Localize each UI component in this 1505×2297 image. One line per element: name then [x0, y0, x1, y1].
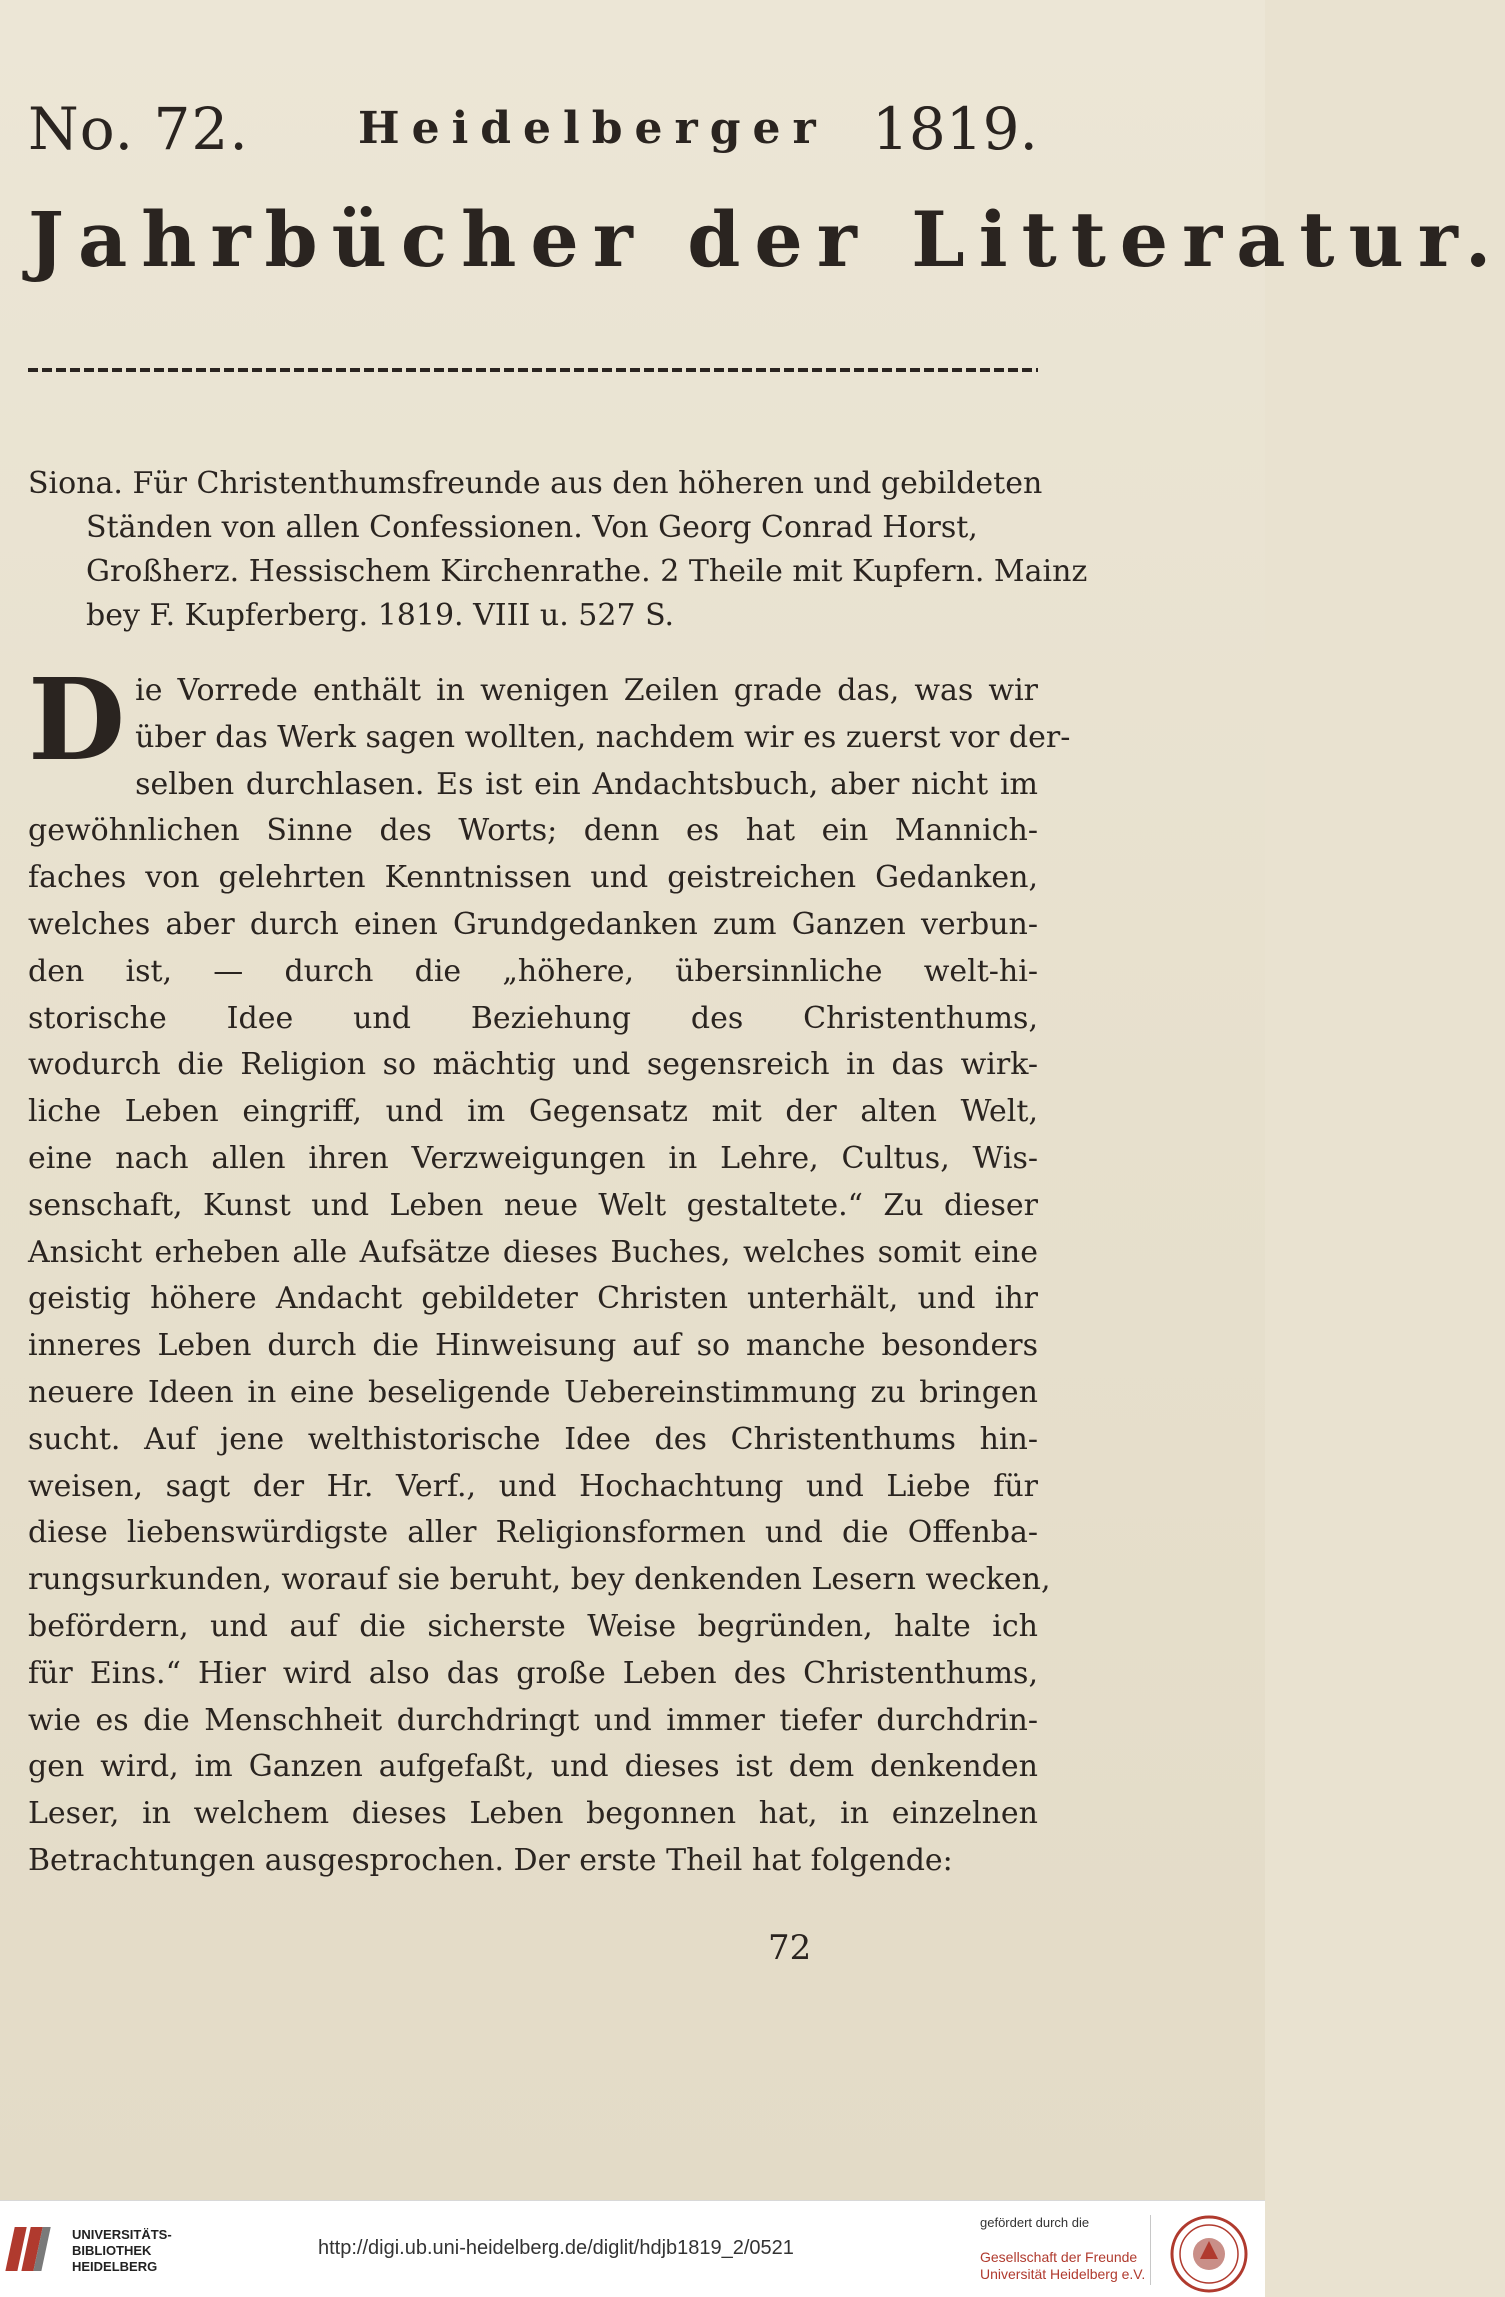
body-line: befördern, und auf die sicherste Weise begründen, halte ich [28, 1608, 1038, 1644]
body-line: senschaft, Kunst und Leben neue Welt gestaltete.“ Zu dieser [28, 1187, 1038, 1223]
journal-title: Jahrbücher der Litteratur. [28, 195, 1505, 284]
body-line: Betrachtungen ausgesprochen. Der erste Theil hat folgende: [28, 1842, 953, 1878]
body-line: Leser, in welchem dieses Leben begonnen hat, in einzelnen [28, 1796, 1038, 1832]
body-line: storische Idee und Beziehung des Christenthums, [28, 1000, 1038, 1036]
citation-line: Siona. Für Christenthumsfreunde aus den höheren und gebildeten [28, 466, 1043, 501]
body-line: wie es die Menschheit durchdringt und immer tiefer durchdrin- [28, 1702, 1038, 1738]
masthead [28, 95, 1038, 185]
divider [1150, 2215, 1151, 2285]
page-number: 72 [768, 1928, 812, 1968]
journal-city: Heidelberger [358, 103, 828, 154]
body-line: selben durchlasen. Es ist ein Andachtsbuch, aber nicht im [135, 766, 1038, 802]
body-line: inneres Leben durch die Hinweisung auf so manche besonders [28, 1328, 1038, 1364]
body-line: den ist, — durch die „höhere, übersinnliche welt-hi- [28, 953, 1038, 989]
body-line: geistig höhere Andacht gebildeter Christen unterhält, und ihr [28, 1281, 1038, 1317]
issue-year: 1819. [871, 95, 1038, 163]
body-line: liche Leben eingriff, und im Gegensatz mit der alten Welt, [28, 1094, 1038, 1130]
review-body [28, 655, 1071, 1885]
body-line: wodurch die Religion so mächtig und segensreich in das wirk- [28, 1047, 1038, 1083]
decorative-rule [28, 365, 1038, 375]
issue-number: No. 72. [28, 95, 249, 163]
permalink[interactable]: http://digi.ub.uni-heidelberg.de/diglit/hdjb1819_2/0521 [318, 2237, 794, 2259]
body-line: diese liebenswürdigste aller Religionsformen und die Offenba- [28, 1515, 1038, 1551]
body-line: Ansicht erheben alle Aufsätze dieses Buches, welches somit eine [28, 1234, 1038, 1270]
body-line: weisen, sagt der Hr. Verf., und Hochachtung und Liebe für [28, 1468, 1038, 1504]
sponsor-name: Gesellschaft der Freunde Universität Heidelberg e.V. [980, 2249, 1146, 2282]
body-line: ie Vorrede enthält in wenigen Zeilen grade das, was wir [135, 673, 1038, 708]
body-line: über das Werk sagen wollten, nachdem wir es zuerst vor der- [135, 719, 1071, 755]
citation-line: Großherz. Hessischem Kirchenrathe. 2 Theile mit Kupfern. Mainz [86, 554, 1088, 589]
body-line: rungsurkunden, worauf sie beruht, bey denkenden Lesern wecken, [28, 1562, 1051, 1598]
body-line: sucht. Auf jene welthistorische Idee des Christenthums hin- [28, 1421, 1038, 1457]
drop-cap: D [28, 655, 126, 786]
library-name: UNIVERSITÄTS- BIBLIOTHEK HEIDELBERG [72, 2227, 172, 2274]
body-line: für Eins.“ Hier wird also das große Leben des Christenthums, [28, 1655, 1038, 1691]
footer-bar [0, 2200, 1265, 2297]
citation-line: bey F. Kupferberg. 1819. VIII u. 527 S. [86, 598, 675, 633]
book-citation [28, 462, 1088, 638]
body-line: gewöhnlichen Sinne des Worts; denn es hat ein Mannich- [28, 813, 1038, 849]
body-line: neuere Ideen in eine beseligende Uebereinstimmung zu bringen [28, 1374, 1038, 1410]
university-library-logo-icon [14, 2221, 56, 2277]
body-line: welches aber durch einen Grundgedanken zum Ganzen verbun- [28, 906, 1038, 942]
body-line: eine nach allen ihren Verzweigungen in Lehre, Cultus, Wis- [28, 1140, 1038, 1176]
body-line: gen wird, im Ganzen aufgefaßt, und dieses ist dem denkenden [28, 1749, 1038, 1785]
university-seal-icon [1170, 2215, 1248, 2293]
sponsor-prefix: gefördert durch die [980, 2215, 1090, 2230]
body-line: faches von gelehrten Kenntnissen und geistreichen Gedanken, [28, 860, 1038, 896]
citation-line: Ständen von allen Confessionen. Von Georg Conrad Horst, [86, 510, 978, 545]
